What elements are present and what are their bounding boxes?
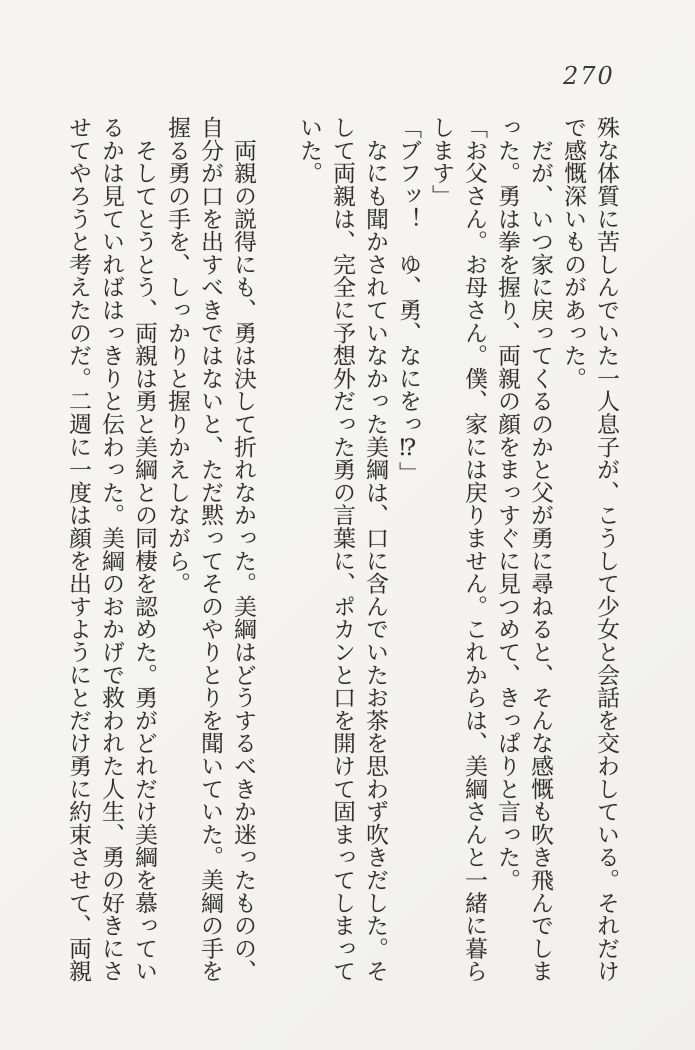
page-number: 270	[563, 62, 615, 90]
text-column-9: して両親は、完全に予想外だった勇の言葉に、ポカンと口を開けて固まってしまって	[329, 116, 355, 983]
text-column-12: 自分が口を出すべきではないと、ただ黙ってそのやりとりを聞いていた。美綱の手を	[197, 116, 223, 983]
text-column-11: 両親の説得にも、勇は決して折れなかった。美綱はどうするべきか迷ったものの、	[230, 116, 256, 983]
text-column-13: 握る勇の手を、しっかりと握りかえしながら。	[164, 116, 190, 595]
text-column-4: った。勇は拳を握り、両親の顔をまっすぐに見つめて、きっぱりと言った。	[494, 116, 520, 892]
text-column-7: 「ブフッ！ ゆ、勇、なにをっ⁉」	[395, 116, 421, 484]
text-column-10: いた。	[296, 116, 322, 185]
text-column-5: 「お父さん。お母さん。僕、家には戻りません。これからは、美綱さんと一緒に暮ら	[461, 116, 487, 983]
text-column-8: なにも聞かされていなかった美綱は、口に含んでいたお茶を思わず吹きだした。そ	[362, 116, 388, 983]
text-column-16: せてやろうと考えたのだ。二週に一度は顔を出すようにとだけ勇に約束させて、両親	[65, 116, 91, 983]
text-column-1: 殊な体質に苦しんでいた一人息子が、こうして少女と会話を交わしている。それだけ	[593, 116, 619, 983]
text-column-3: だが、いつ家に戻ってくるのかと父が勇に尋ねると、そんな感慨も吹き飛んでしま	[527, 116, 553, 983]
text-column-2: で感慨深いものがあった。	[560, 116, 586, 390]
text-column-14: そしてとうとう、両親は勇と美綱との同棲を認めた。勇がどれだけ美綱を慕ってい	[131, 116, 157, 983]
paragraph-spacer	[259, 116, 292, 990]
text-block	[61, 116, 622, 990]
text-column-15: るかは見ていればはっきりと伝わった。美綱のおかげで救われた人生、勇の好きにさ	[98, 116, 124, 983]
text-column-6: します」	[428, 116, 454, 208]
